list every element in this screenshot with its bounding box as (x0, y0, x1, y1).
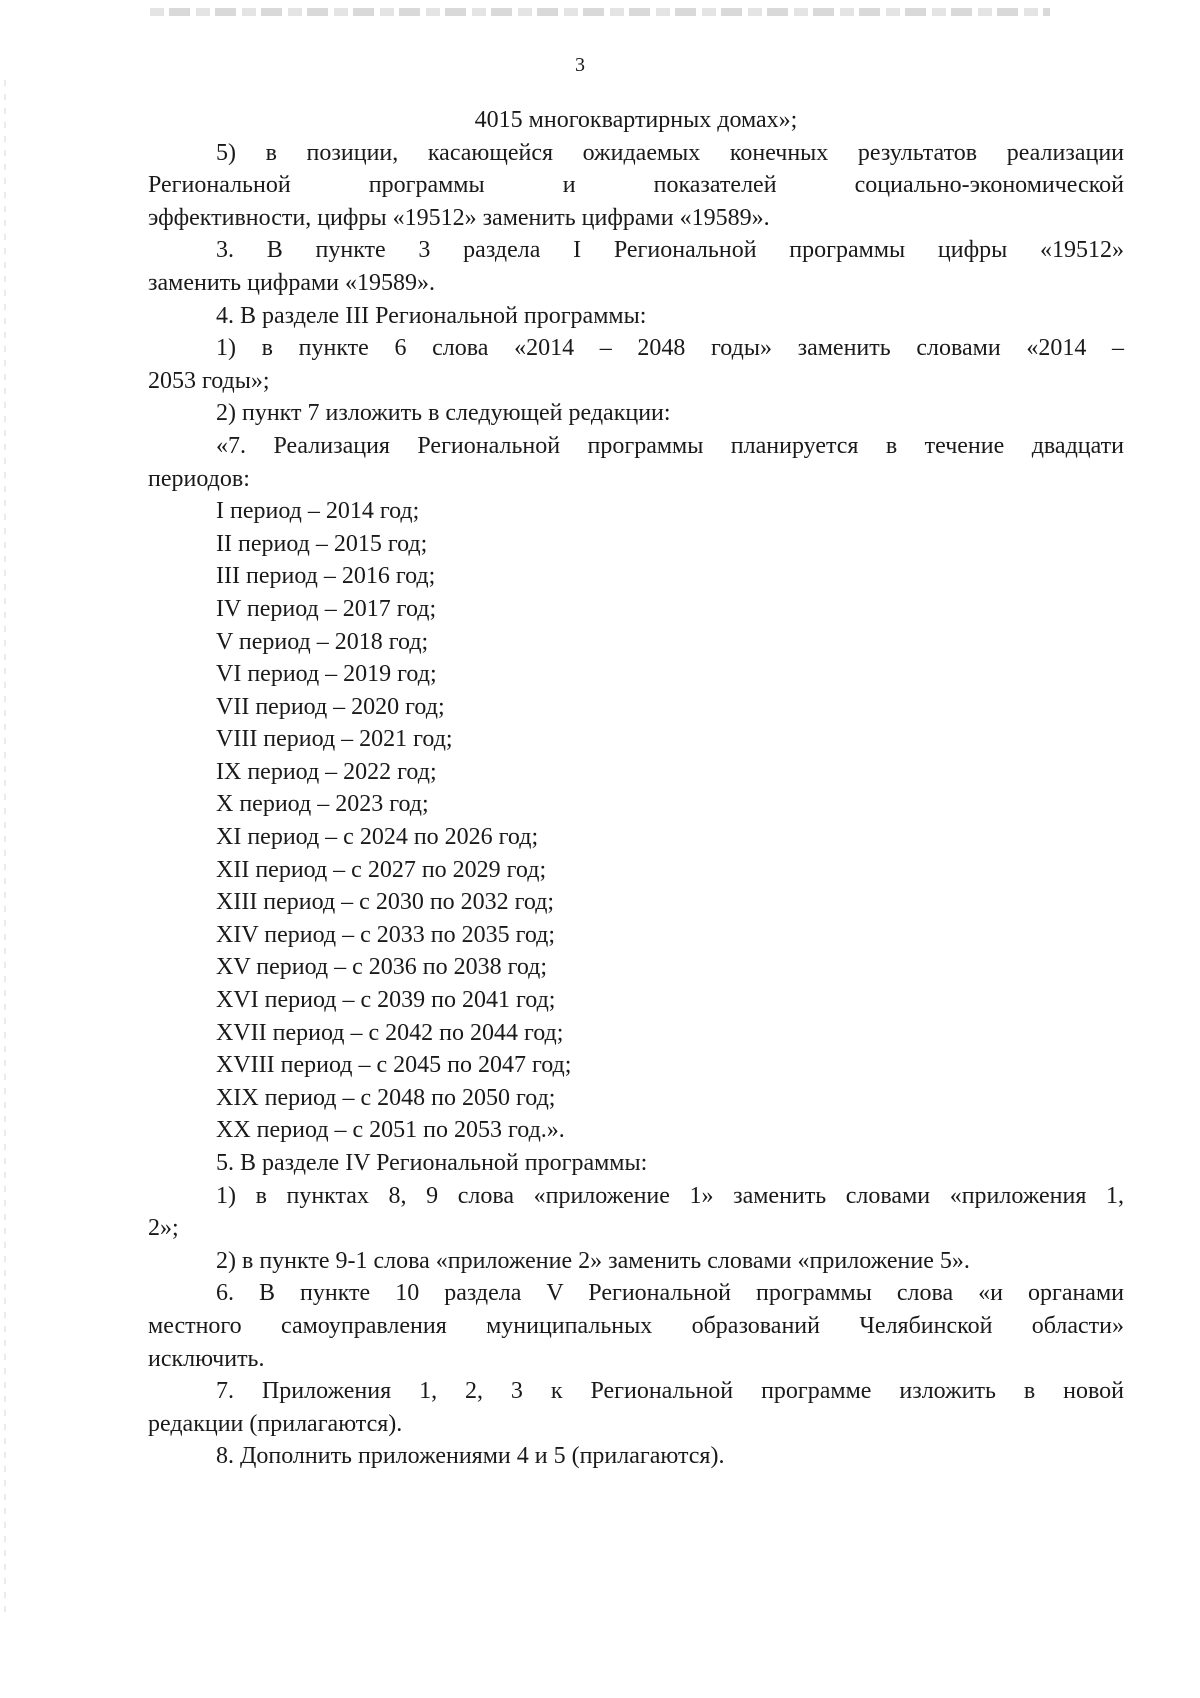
period-item: VIII период – 2021 год; (216, 726, 453, 753)
period-item: XIII период – с 2030 по 2032 год; (216, 889, 555, 916)
period-item: XIX период – с 2048 по 2050 год; (216, 1084, 556, 1111)
paragraph-point-5-sub1-line2: 2»; (148, 1215, 179, 1242)
scan-artifact-top (150, 8, 1050, 16)
document-body (148, 104, 1124, 1473)
paragraph-point-6-line1: 6. В пункте 10 раздела V Региональной программы слова «и органами (216, 1280, 1124, 1307)
period-item: VII период – 2020 год; (216, 693, 445, 720)
paragraph-item-5-line2: Региональной программы и показателей социально-экономической (148, 172, 1124, 199)
paragraph-point-5: 5. В разделе IV Региональной программы: (216, 1150, 648, 1176)
period-item: XII период – с 2027 по 2029 год; (216, 856, 547, 883)
paragraph-point-7-line2: редакции (прилагаются). (148, 1410, 403, 1437)
paragraph-point-4: 4. В разделе III Региональной программы: (216, 302, 647, 329)
period-item: XVIII период – с 2045 по 2047 год; (216, 1052, 572, 1079)
period-item: IX период – 2022 год; (216, 758, 437, 785)
paragraph-point-7-line1: 7. Приложения 1, 2, 3 к Региональной программе изложить в новой (216, 1378, 1124, 1405)
paragraph-point-3-line1: 3. В пункте 3 раздела I Региональной программы цифры «19512» (216, 237, 1124, 264)
period-item: I период – 2014 год; (216, 498, 420, 525)
paragraph-item-7-line2: периодов: (148, 465, 250, 492)
period-item: XV период – с 2036 по 2038 год; (216, 954, 548, 981)
paragraph-subitem-1-line1: 1) в пункте 6 слова «2014 – 2048 годы» заменить словами «2014 – (216, 335, 1124, 362)
page-number: 3 (575, 54, 585, 76)
paragraph-item-5-line1: 5) в позиции, касающейся ожидаемых конечных результатов реализации (216, 139, 1124, 166)
paragraph-point-5-sub2: 2) в пункте 9-1 слова «приложение 2» заменить словами «приложение 5». (216, 1247, 970, 1274)
paragraph-point-8: 8. Дополнить приложениями 4 и 5 (прилагаются). (216, 1443, 725, 1470)
period-item: X период – 2023 год; (216, 791, 429, 818)
period-item: XVI период – с 2039 по 2041 год; (216, 987, 556, 1014)
paragraph-subitem-2: 2) пункт 7 изложить в следующей редакции: (216, 400, 671, 427)
period-item: VI период – 2019 год; (216, 661, 437, 688)
period-item: XI период – с 2024 по 2026 год; (216, 824, 539, 851)
period-item: II период – 2015 год; (216, 530, 428, 557)
paragraph-point-5-sub1-line1: 1) в пунктах 8, 9 слова «приложение 1» заменить словами «приложения 1, (216, 1182, 1124, 1209)
paragraph-point-3-line2: заменить цифрами «19589». (148, 269, 436, 296)
period-item: XVII период – с 2042 по 2044 год; (216, 1019, 564, 1046)
period-item: V период – 2018 год; (216, 628, 429, 655)
paragraph-item-7-line1: «7. Реализация Региональной программы планируется в течение двадцати (216, 432, 1124, 459)
period-item: XIV период – с 2033 по 2035 год; (216, 921, 556, 948)
period-item: III период – 2016 год; (216, 563, 436, 590)
paragraph-point-6-line2: местного самоуправления муниципальных образований Челябинской области» (148, 1312, 1124, 1339)
paragraph-continuation: 4015 многоквартирных домах»; (474, 107, 798, 133)
paragraph-item-5-line3: эффективности, цифры «19512» заменить цифрами «19589». (148, 204, 770, 231)
period-item: IV период – 2017 год; (216, 595, 437, 622)
scan-artifact-left (4, 80, 6, 1620)
period-item: XX период – с 2051 по 2053 год.». (216, 1117, 565, 1144)
period-list (148, 495, 1124, 1147)
paragraph-point-6-line3: исключить. (148, 1345, 265, 1372)
paragraph-subitem-1-line2: 2053 годы»; (148, 367, 270, 394)
